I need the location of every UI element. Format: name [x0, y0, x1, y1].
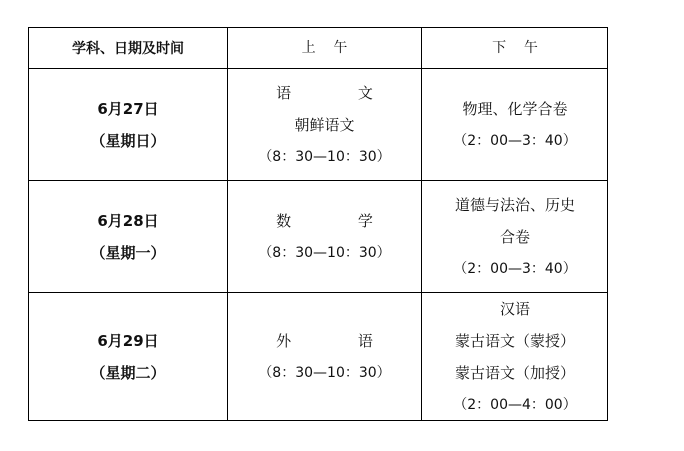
exam-schedule-table: [28, 27, 608, 421]
row2-date: 6月28日: [97, 211, 159, 230]
header-col2-label: 上 午: [301, 40, 348, 56]
row2-afternoon-subject-2: 合卷: [499, 227, 530, 246]
row1-afternoon-time: （2：00—3：40）: [453, 132, 577, 149]
row1-weekday: （星期日）: [90, 131, 166, 150]
row1-morning-cell: [228, 69, 421, 180]
header-subject-date-time: [29, 28, 227, 68]
row2-afternoon-subject-1: 道德与法治、历史: [454, 195, 575, 214]
row1-morning-subject-2: 朝鲜语文: [294, 115, 355, 134]
row1-afternoon-subject: 物理、化学合卷: [462, 99, 568, 118]
row3-afternoon-subject-1: 汉语: [499, 300, 530, 318]
row2-date-cell: [29, 181, 227, 292]
row3-weekday: （星期二）: [90, 364, 166, 382]
header-morning: [228, 28, 421, 68]
row2-morning-cell: [228, 181, 421, 292]
row2-weekday: （星期一）: [90, 243, 166, 262]
row1-morning-time: （8：30—10：30）: [258, 148, 391, 165]
row1-afternoon-cell: [422, 69, 608, 180]
row3-morning-cell: [228, 293, 421, 421]
row3-afternoon-subject-3: 蒙古语文（加授）: [454, 364, 575, 382]
row3-afternoon-cell: [422, 293, 608, 421]
row3-afternoon-subject-2: 蒙古语文（蒙授）: [454, 332, 575, 350]
row3-date-cell: [29, 293, 227, 421]
row1-morning-subject-1: 语 文: [276, 83, 373, 102]
row3-date: 6月29日: [97, 332, 159, 350]
row2-morning-time: （8：30—10：30）: [258, 244, 391, 261]
header-afternoon: [422, 28, 608, 68]
row3-morning-time: （8：30—10：30）: [258, 365, 391, 381]
row1-date-cell: [29, 69, 227, 180]
row3-afternoon-time: （2：00—4：00）: [453, 397, 577, 413]
row2-afternoon-time: （2：00—3：40）: [453, 260, 577, 277]
row2-morning-subject: 数 学: [276, 211, 373, 230]
row3-morning-subject: 外 语: [276, 332, 373, 350]
row1-date: 6月27日: [97, 99, 159, 118]
header-col3-label: 下 午: [492, 40, 538, 56]
row2-afternoon-cell: [422, 181, 608, 292]
header-col1-label: 学科、日期及时间: [72, 41, 184, 57]
